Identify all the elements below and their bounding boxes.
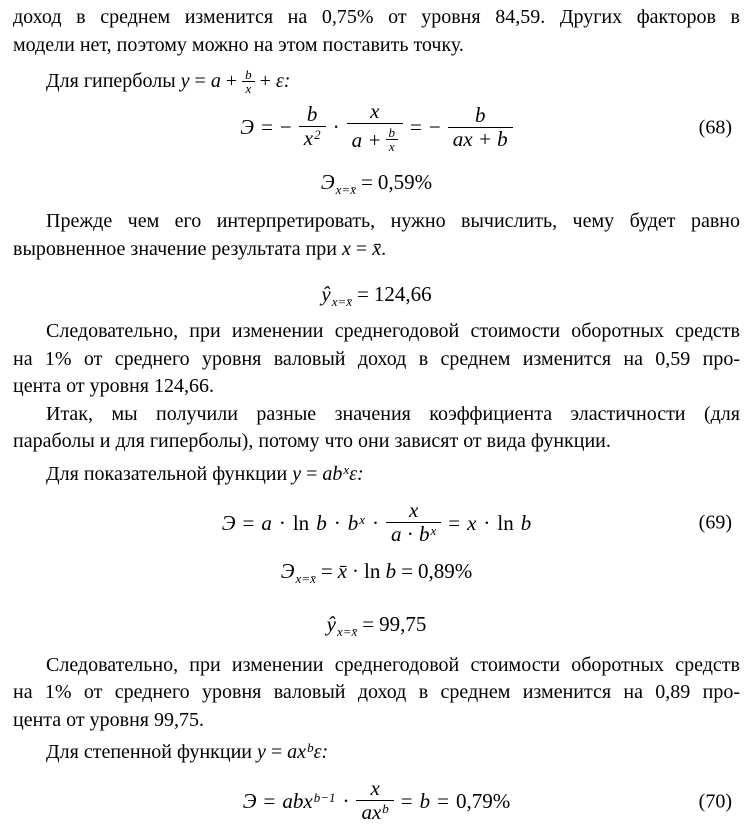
formula-elasticity-value-69 [13,558,740,587]
math-var: ax [287,741,307,763]
elasticity-symbol: Э [240,115,255,139]
subscript: x=x̄ [331,294,353,309]
superscript: x [343,461,350,477]
equation-body [243,777,510,826]
math-op: = [194,70,206,92]
math-op: = [401,558,413,583]
text-run: Для гиперболы [46,70,176,92]
paragraph-exponential-intro [13,458,740,491]
math-op: = [360,170,373,194]
math-group [287,741,328,764]
math-var: b [347,510,359,535]
math-op: · [352,558,360,583]
math-var: x [303,126,314,150]
math-op: = [400,789,413,813]
paragraph-different-elasticities [13,401,740,456]
formula-70 [13,777,740,826]
math-op: · [371,510,379,535]
math-var: ε: [313,741,329,763]
math-op: = [448,510,461,535]
math-var: b [316,510,327,535]
superscript: x [359,511,365,527]
superscript: b [307,740,314,755]
math-var: x [467,510,477,535]
math-var: b [520,510,532,535]
math-op: = [263,789,276,813]
text-line: Итак, мы получили разные значения коэффициента эластичности (для [46,402,740,425]
elasticity-symbol: Э [280,558,295,583]
fraction [299,103,326,152]
paragraph-hyperbola-intro [13,65,740,98]
math-op: + [225,70,238,92]
fraction-numerator: b [474,103,486,127]
math-var: b [418,521,430,546]
math-var: x̄ [337,558,348,583]
formula-69 [13,499,740,548]
math-var: abx [282,789,313,813]
math-var: y [292,462,302,485]
text-line: Прежде чем его интерпретировать, нужно вычислить, чему будет равно [46,210,740,232]
math-op: · [278,510,286,535]
elasticity-symbol: Э [221,510,236,535]
math-var: ax [361,800,382,824]
elasticity-symbol: Э [320,170,335,194]
text-line: доход в среднем изменится на 0,75% от уровня 84,59. Других факторов в [13,6,740,28]
inline-fraction [242,68,255,95]
text-line: цента от уровня 124,66. [13,375,214,397]
math-var: b [385,558,397,583]
math-op: − [428,115,441,139]
paragraph-conclusion-089 [13,652,740,735]
fraction-denominator: ax + b [448,127,513,151]
math-var: a [210,70,221,92]
math-group [348,511,365,536]
math-op: − [279,115,292,139]
superscript: b−1 [313,790,336,805]
fraction-denominator [299,126,326,152]
paragraph-power-intro [13,736,740,769]
math-var: x [342,237,351,260]
formula-68 [13,100,740,155]
math-var: y [180,70,190,92]
math-op: · [332,115,340,139]
value: 124,66 [373,282,432,306]
elasticity-symbol: Э [242,789,257,813]
text-line: Следовательно, при изменении среднегодовой стоимости оборотных средств [46,653,740,676]
yhat-symbol: ŷ [321,282,331,306]
math-op: = [362,611,375,636]
equation-number: (70) [698,790,732,812]
math-op: = [270,741,283,763]
equation-body [222,499,532,548]
text-run: Для степенной функции [46,741,252,763]
superscript: 2 [314,127,321,142]
math-var: a + [351,127,382,152]
nested-fraction [386,126,399,153]
subscript: x=x̄ [335,182,356,197]
fraction-numerator: b [388,125,395,140]
fraction-denominator [386,522,441,548]
math-fn: ln [364,558,381,583]
superscript: b [382,801,389,816]
fraction-denominator: x [386,139,399,153]
paragraph-income-change [13,4,740,59]
equation-body [240,100,512,155]
text-run: выровненное значение результата при [13,237,338,260]
text-line: Следовательно, при изменении среднегодовой стоимости оборотных средств [46,320,740,342]
fraction-numerator: x [408,497,419,522]
fraction [347,100,403,155]
math-op: = [306,462,318,485]
math-op: = [242,510,255,535]
text-line [13,236,740,264]
formula-yhat-124 [13,281,740,310]
fraction-denominator [347,123,403,155]
paragraph-interpret [13,208,740,263]
text-line: на 1% от среднего уровня валовый доход в среднем изменится на 0,59 про- [13,347,740,370]
value: 0,59% [377,170,433,194]
math-var: a [390,521,402,546]
fraction-numerator: b [306,102,318,126]
math-var: y [257,741,266,763]
math-op: + [259,70,271,92]
math-op: = [437,789,449,813]
math-fn: ln [292,510,310,535]
math-var: x̄ [372,237,382,260]
text-line: модели нет, поэтому можно на этом поставить точку. [13,33,464,56]
math-op: · [483,510,491,535]
value: 0,79% [455,789,511,813]
math-group [282,789,335,814]
yhat-symbol: ŷ [326,611,336,636]
fraction-denominator [356,800,393,826]
equation-number: (68) [698,116,732,138]
subscript: x=x̄ [295,570,316,586]
text-line: параболы и для гиперболы), потому что они зависят от вида функции. [13,430,611,452]
text-line: на 1% от среднего уровня валовый доход в среднем изменится на 0,89 про- [13,681,740,703]
fraction-denominator: x [242,81,255,95]
math-op: · [333,510,341,535]
math-op: = [355,237,368,260]
math-var: ε: [349,462,364,485]
fraction [386,499,441,548]
math-op: = [261,115,273,139]
fraction [356,777,393,826]
superscript: x [430,522,437,538]
fraction-numerator: x [370,776,380,800]
paragraph-conclusion-059 [13,318,740,401]
formula-yhat-99 [13,611,740,640]
math-op: · [342,789,350,813]
fraction-numerator: b [245,67,252,82]
text-run: Для показательной функции [46,462,288,485]
equation-number: (69) [698,511,732,534]
math-op: = [410,115,422,139]
value: 0,89% [417,558,473,583]
math-group [322,463,363,486]
value: 99,75 [379,611,427,636]
math-var: ε: [275,70,291,92]
math-var: a [261,510,272,535]
formula-elasticity-value-68 [13,169,740,198]
fraction-numerator: x [370,99,380,123]
text-run: . [381,237,387,260]
math-fn: ln [497,510,514,535]
math-op: = [320,558,333,583]
text-line: цента от уровня 99,75. [13,708,204,731]
math-op: · [406,521,414,546]
math-var: ab [322,462,343,485]
subscript: x=x̄ [336,623,358,639]
math-op: = [357,282,369,306]
fraction [448,104,513,151]
math-var: b [419,789,431,813]
